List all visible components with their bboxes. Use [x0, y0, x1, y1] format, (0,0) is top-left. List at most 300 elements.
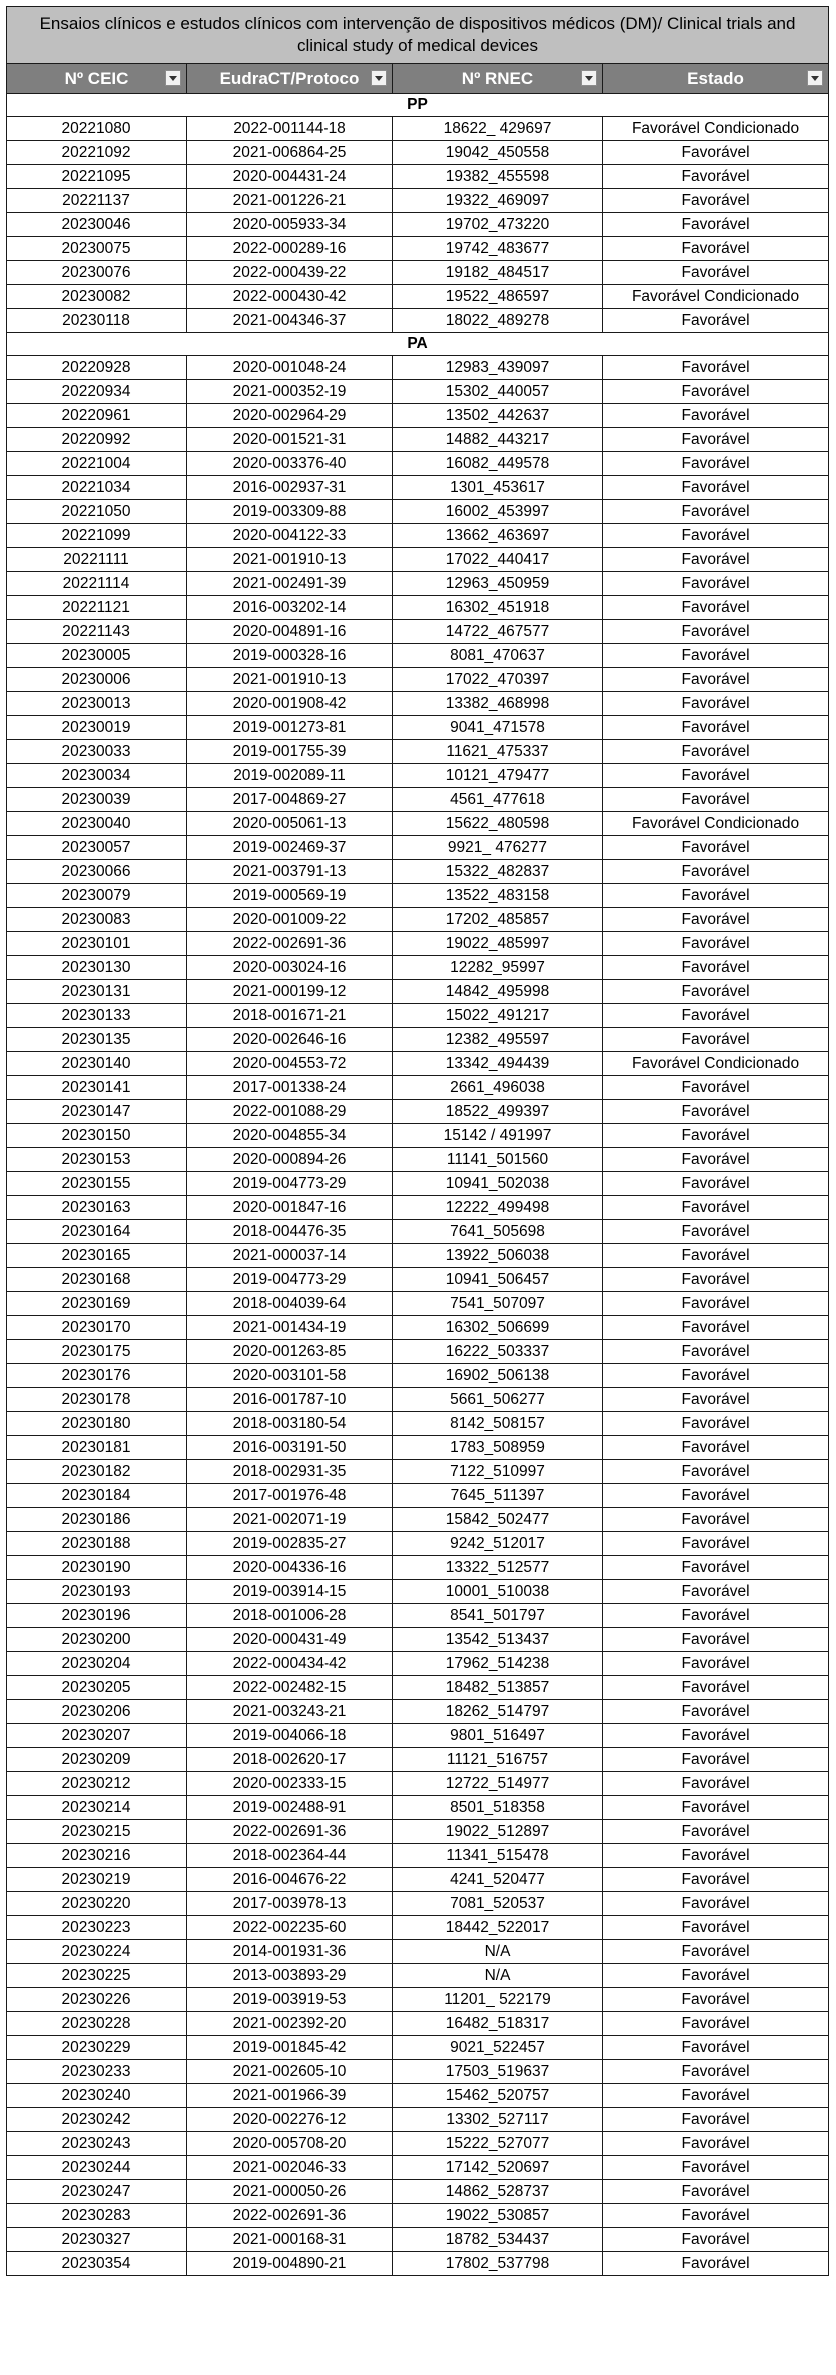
estado-cell: Favorável	[603, 356, 829, 380]
table-row	[7, 788, 829, 812]
estado-cell: Favorável	[603, 1964, 829, 1988]
eudract-cell: 2021-001910-13	[187, 548, 393, 572]
estado-cell: Favorável	[603, 500, 829, 524]
estado-cell: Favorável	[603, 237, 829, 261]
estado-cell: Favorável	[603, 1892, 829, 1916]
rnec-cell: 15622_480598	[393, 812, 603, 836]
table-row	[7, 980, 829, 1004]
rnec-cell: 15142 / 491997	[393, 1124, 603, 1148]
rnec-cell: 12963_450959	[393, 572, 603, 596]
eudract-cell: 2018-004476-35	[187, 1220, 393, 1244]
estado-cell: Favorável	[603, 1772, 829, 1796]
eudract-cell: 2020-004122-33	[187, 524, 393, 548]
rnec-cell: 8081_470637	[393, 644, 603, 668]
estado-cell: Favorável	[603, 1724, 829, 1748]
estado-cell: Favorável	[603, 788, 829, 812]
eudract-cell: 2016-004676-22	[187, 1868, 393, 1892]
table-row	[7, 356, 829, 380]
table-row	[7, 1244, 829, 1268]
eudract-cell: 2019-001273-81	[187, 716, 393, 740]
eudract-cell: 2019-004773-29	[187, 1268, 393, 1292]
rnec-cell: 18022_489278	[393, 309, 603, 333]
rnec-cell: 15842_502477	[393, 1508, 603, 1532]
estado-cell: Favorável	[603, 1100, 829, 1124]
estado-cell: Favorável	[603, 1004, 829, 1028]
estado-cell: Favorável	[603, 1532, 829, 1556]
table-row	[7, 884, 829, 908]
estado-cell: Favorável	[603, 1484, 829, 1508]
eudract-cell: 2020-001521-31	[187, 428, 393, 452]
table-row	[7, 1100, 829, 1124]
ceic-cell: 20230190	[7, 1556, 187, 1580]
rnec-cell: 18262_514797	[393, 1700, 603, 1724]
estado-cell: Favorável	[603, 1124, 829, 1148]
ceic-cell: 20221095	[7, 165, 187, 189]
table-row	[7, 141, 829, 165]
rnec-cell: 12983_439097	[393, 356, 603, 380]
eudract-cell: 2022-000439-22	[187, 261, 393, 285]
eudract-cell: 2021-000050-26	[187, 2180, 393, 2204]
table-row	[7, 596, 829, 620]
rnec-cell: 18482_513857	[393, 1676, 603, 1700]
column-header-estado	[603, 64, 829, 94]
eudract-cell: 2018-004039-64	[187, 1292, 393, 1316]
eudract-cell: 2019-000569-19	[187, 884, 393, 908]
ceic-cell: 20230057	[7, 836, 187, 860]
rnec-cell: 19322_469097	[393, 189, 603, 213]
rnec-cell: 4561_477618	[393, 788, 603, 812]
rnec-cell: 13662_463697	[393, 524, 603, 548]
eudract-cell: 2020-004891-16	[187, 620, 393, 644]
estado-cell: Favorável	[603, 1148, 829, 1172]
estado-cell: Favorável	[603, 860, 829, 884]
table-row	[7, 2132, 829, 2156]
ceic-cell: 20230150	[7, 1124, 187, 1148]
eudract-cell: 2014-001931-36	[187, 1940, 393, 1964]
table-row	[7, 1220, 829, 1244]
estado-cell: Favorável	[603, 1196, 829, 1220]
rnec-cell: 14842_495998	[393, 980, 603, 1004]
estado-cell: Favorável	[603, 1940, 829, 1964]
eudract-cell: 2020-003024-16	[187, 956, 393, 980]
ceic-cell: 20230082	[7, 285, 187, 309]
rnec-cell: 15322_482837	[393, 860, 603, 884]
rnec-cell: 13522_483158	[393, 884, 603, 908]
rnec-cell: 14882_443217	[393, 428, 603, 452]
rnec-cell: 7541_507097	[393, 1292, 603, 1316]
ceic-cell: 20230140	[7, 1052, 187, 1076]
ceic-cell: 20230247	[7, 2180, 187, 2204]
column-header-label: Nº RNEC	[461, 68, 534, 88]
eudract-cell: 2016-003191-50	[187, 1436, 393, 1460]
estado-cell: Favorável	[603, 1412, 829, 1436]
estado-cell: Favorável	[603, 1292, 829, 1316]
rnec-cell: 18522_499397	[393, 1100, 603, 1124]
rnec-cell: 19022_485997	[393, 932, 603, 956]
ceic-cell: 20230033	[7, 740, 187, 764]
eudract-cell: 2021-004346-37	[187, 309, 393, 333]
eudract-cell: 2019-004890-21	[187, 2252, 393, 2276]
rnec-cell: 12282_95997	[393, 956, 603, 980]
rnec-cell: 17503_519637	[393, 2060, 603, 2084]
table-row	[7, 1316, 829, 1340]
ceic-cell: 20230169	[7, 1292, 187, 1316]
ceic-cell: 20230200	[7, 1628, 187, 1652]
filter-dropdown-icon[interactable]	[581, 70, 597, 86]
table-row	[7, 1844, 829, 1868]
ceic-cell: 20230164	[7, 1220, 187, 1244]
ceic-cell: 20221099	[7, 524, 187, 548]
rnec-cell: 16002_453997	[393, 500, 603, 524]
table-row	[7, 2204, 829, 2228]
estado-cell: Favorável	[603, 165, 829, 189]
ceic-cell: 20230228	[7, 2012, 187, 2036]
table-row	[7, 1484, 829, 1508]
estado-cell: Favorável	[603, 189, 829, 213]
ceic-cell: 20230163	[7, 1196, 187, 1220]
ceic-cell: 20230207	[7, 1724, 187, 1748]
estado-cell: Favorável	[603, 716, 829, 740]
rnec-cell: 2661_496038	[393, 1076, 603, 1100]
estado-cell: Favorável	[603, 2060, 829, 2084]
rnec-cell: 4241_520477	[393, 1868, 603, 1892]
estado-cell: Favorável	[603, 2228, 829, 2252]
eudract-cell: 2020-004855-34	[187, 1124, 393, 1148]
eudract-cell: 2016-002937-31	[187, 476, 393, 500]
ceic-cell: 20230170	[7, 1316, 187, 1340]
table-row	[7, 812, 829, 836]
rnec-cell: 7081_520537	[393, 1892, 603, 1916]
eudract-cell: 2018-001006-28	[187, 1604, 393, 1628]
table-row	[7, 2060, 829, 2084]
ceic-cell: 20221050	[7, 500, 187, 524]
estado-cell: Favorável	[603, 692, 829, 716]
table-row	[7, 1652, 829, 1676]
table-row	[7, 165, 829, 189]
eudract-cell: 2022-001144-18	[187, 117, 393, 141]
table-row	[7, 572, 829, 596]
table-row	[7, 309, 829, 333]
ceic-cell: 20230196	[7, 1604, 187, 1628]
ceic-cell: 20230212	[7, 1772, 187, 1796]
rnec-cell: 9801_516497	[393, 1724, 603, 1748]
rnec-cell: 17202_485857	[393, 908, 603, 932]
eudract-cell: 2020-003376-40	[187, 452, 393, 476]
rnec-cell: 19182_484517	[393, 261, 603, 285]
table-row	[7, 836, 829, 860]
table-row	[7, 1412, 829, 1436]
estado-cell: Favorável	[603, 428, 829, 452]
eudract-cell: 2019-002488-91	[187, 1796, 393, 1820]
rnec-cell: 16222_503337	[393, 1340, 603, 1364]
ceic-cell: 20230079	[7, 884, 187, 908]
table-row	[7, 2012, 829, 2036]
rnec-cell: 11201_ 522179	[393, 1988, 603, 2012]
rnec-cell: 11341_515478	[393, 1844, 603, 1868]
table-row	[7, 213, 829, 237]
eudract-cell: 2022-000434-42	[187, 1652, 393, 1676]
ceic-cell: 20230135	[7, 1028, 187, 1052]
table-row	[7, 1172, 829, 1196]
ceic-cell: 20230131	[7, 980, 187, 1004]
rnec-cell: 13542_513437	[393, 1628, 603, 1652]
table-row	[7, 1748, 829, 1772]
rnec-cell: 12222_499498	[393, 1196, 603, 1220]
ceic-cell: 20221004	[7, 452, 187, 476]
rnec-cell: 13322_512577	[393, 1556, 603, 1580]
eudract-cell: 2020-004553-72	[187, 1052, 393, 1076]
ceic-cell: 20230101	[7, 932, 187, 956]
table-row	[7, 1724, 829, 1748]
eudract-cell: 2020-004431-24	[187, 165, 393, 189]
ceic-cell: 20230034	[7, 764, 187, 788]
estado-cell: Favorável	[603, 1652, 829, 1676]
rnec-cell: 8142_508157	[393, 1412, 603, 1436]
ceic-cell: 20230224	[7, 1940, 187, 1964]
eudract-cell: 2020-005708-20	[187, 2132, 393, 2156]
rnec-cell: 14862_528737	[393, 2180, 603, 2204]
estado-cell: Favorável	[603, 2012, 829, 2036]
estado-cell: Favorável	[603, 980, 829, 1004]
table-row	[7, 237, 829, 261]
ceic-cell: 20230147	[7, 1100, 187, 1124]
estado-cell: Favorável	[603, 1820, 829, 1844]
ceic-cell: 20221114	[7, 572, 187, 596]
table-row	[7, 860, 829, 884]
estado-cell: Favorável	[603, 2132, 829, 2156]
ceic-cell: 20230240	[7, 2084, 187, 2108]
table-row	[7, 1460, 829, 1484]
section-header-row	[7, 94, 829, 117]
estado-cell: Favorável	[603, 524, 829, 548]
eudract-cell: 2019-002089-11	[187, 764, 393, 788]
ceic-cell: 20230180	[7, 1412, 187, 1436]
estado-cell: Favorável	[603, 1028, 829, 1052]
ceic-cell: 20230130	[7, 956, 187, 980]
rnec-cell: 10941_506457	[393, 1268, 603, 1292]
eudract-cell: 2021-002071-19	[187, 1508, 393, 1532]
estado-cell: Favorável	[603, 1220, 829, 1244]
spreadsheet-table	[6, 6, 828, 2276]
rnec-cell: 8501_518358	[393, 1796, 603, 1820]
eudract-cell: 2018-002931-35	[187, 1460, 393, 1484]
ceic-cell: 20230223	[7, 1916, 187, 1940]
section-header-row	[7, 333, 829, 356]
eudract-cell: 2021-000199-12	[187, 980, 393, 1004]
estado-cell: Favorável	[603, 380, 829, 404]
table-row	[7, 1124, 829, 1148]
ceic-cell: 20230229	[7, 2036, 187, 2060]
rnec-cell: 9021_522457	[393, 2036, 603, 2060]
eudract-cell: 2021-002392-20	[187, 2012, 393, 2036]
table-row	[7, 1340, 829, 1364]
rnec-cell: 10121_479477	[393, 764, 603, 788]
section-label: PP	[7, 94, 829, 117]
rnec-cell: 17962_514238	[393, 1652, 603, 1676]
section-label: PA	[7, 333, 829, 356]
estado-cell: Favorável	[603, 1580, 829, 1604]
rnec-cell: 8541_501797	[393, 1604, 603, 1628]
ceic-cell: 20230225	[7, 1964, 187, 1988]
table-row	[7, 1580, 829, 1604]
filter-dropdown-icon[interactable]	[165, 70, 181, 86]
table-row	[7, 1700, 829, 1724]
rnec-cell: 15302_440057	[393, 380, 603, 404]
filter-dropdown-icon[interactable]	[371, 70, 387, 86]
estado-cell: Favorável	[603, 1556, 829, 1580]
eudract-cell: 2017-004869-27	[187, 788, 393, 812]
ceic-cell: 20220928	[7, 356, 187, 380]
estado-cell: Favorável	[603, 476, 829, 500]
table-row	[7, 1916, 829, 1940]
estado-cell: Favorável	[603, 836, 829, 860]
table-body	[7, 94, 829, 2276]
ceic-cell: 20230188	[7, 1532, 187, 1556]
table-row	[7, 1364, 829, 1388]
rnec-cell: 16482_518317	[393, 2012, 603, 2036]
ceic-cell: 20230182	[7, 1460, 187, 1484]
eudract-cell: 2020-001847-16	[187, 1196, 393, 1220]
estado-cell: Favorável	[603, 1844, 829, 1868]
estado-cell: Favorável	[603, 1796, 829, 1820]
estado-cell: Favorável	[603, 884, 829, 908]
eudract-cell: 2017-001976-48	[187, 1484, 393, 1508]
estado-cell: Favorável Condicionado	[603, 285, 829, 309]
table-row	[7, 1988, 829, 2012]
eudract-cell: 2020-001908-42	[187, 692, 393, 716]
ceic-cell: 20221143	[7, 620, 187, 644]
table-row	[7, 1388, 829, 1412]
rnec-cell: 15022_491217	[393, 1004, 603, 1028]
eudract-cell: 2020-001048-24	[187, 356, 393, 380]
ceic-cell: 20230244	[7, 2156, 187, 2180]
table-row	[7, 1436, 829, 1460]
rnec-cell: 13502_442637	[393, 404, 603, 428]
rnec-cell: 18622_ 429697	[393, 117, 603, 141]
table-row	[7, 1676, 829, 1700]
estado-cell: Favorável Condicionado	[603, 117, 829, 141]
ceic-cell: 20230066	[7, 860, 187, 884]
ceic-cell: 20230133	[7, 1004, 187, 1028]
ceic-cell: 20230178	[7, 1388, 187, 1412]
rnec-cell: 17022_440417	[393, 548, 603, 572]
eudract-cell: 2020-001263-85	[187, 1340, 393, 1364]
estado-cell: Favorável Condicionado	[603, 1052, 829, 1076]
rnec-cell: 12722_514977	[393, 1772, 603, 1796]
eudract-cell: 2019-001755-39	[187, 740, 393, 764]
eudract-cell: 2020-002276-12	[187, 2108, 393, 2132]
eudract-cell: 2021-006864-25	[187, 141, 393, 165]
eudract-cell: 2018-002364-44	[187, 1844, 393, 1868]
ceic-cell: 20221137	[7, 189, 187, 213]
ceic-cell: 20230193	[7, 1580, 187, 1604]
column-header-eudract	[187, 64, 393, 94]
table-row	[7, 716, 829, 740]
ceic-cell: 20230168	[7, 1268, 187, 1292]
eudract-cell: 2017-003978-13	[187, 1892, 393, 1916]
estado-cell: Favorável	[603, 740, 829, 764]
table-row	[7, 1868, 829, 1892]
ceic-cell: 20230219	[7, 1868, 187, 1892]
estado-cell: Favorável	[603, 764, 829, 788]
eudract-cell: 2022-000430-42	[187, 285, 393, 309]
table-row	[7, 2228, 829, 2252]
estado-cell: Favorável	[603, 1460, 829, 1484]
eudract-cell: 2021-000352-19	[187, 380, 393, 404]
ceic-cell: 20221092	[7, 141, 187, 165]
table-row	[7, 908, 829, 932]
eudract-cell: 2020-005061-13	[187, 812, 393, 836]
eudract-cell: 2020-002964-29	[187, 404, 393, 428]
ceic-cell: 20221034	[7, 476, 187, 500]
rnec-cell: 5661_506277	[393, 1388, 603, 1412]
rnec-cell: 13342_494439	[393, 1052, 603, 1076]
eudract-cell: 2021-003243-21	[187, 1700, 393, 1724]
rnec-cell: 7122_510997	[393, 1460, 603, 1484]
table-row	[7, 380, 829, 404]
eudract-cell: 2021-001226-21	[187, 189, 393, 213]
rnec-cell: 1301_453617	[393, 476, 603, 500]
rnec-cell: 19522_486597	[393, 285, 603, 309]
rnec-cell: 12382_495597	[393, 1028, 603, 1052]
table-row	[7, 1292, 829, 1316]
table-row	[7, 189, 829, 213]
estado-cell: Favorável	[603, 932, 829, 956]
estado-cell: Favorável	[603, 141, 829, 165]
ceic-cell: 20220961	[7, 404, 187, 428]
table-row	[7, 1268, 829, 1292]
eudract-cell: 2021-002605-10	[187, 2060, 393, 2084]
eudract-cell: 2020-000894-26	[187, 1148, 393, 1172]
eudract-cell: 2019-003309-88	[187, 500, 393, 524]
ceic-cell: 20230175	[7, 1340, 187, 1364]
estado-cell: Favorável	[603, 1700, 829, 1724]
eudract-cell: 2020-001009-22	[187, 908, 393, 932]
table-row	[7, 285, 829, 309]
table-row	[7, 1052, 829, 1076]
table-row	[7, 1604, 829, 1628]
ceic-cell: 20230013	[7, 692, 187, 716]
ceic-cell: 20230283	[7, 2204, 187, 2228]
estado-cell: Favorável	[603, 309, 829, 333]
table-row	[7, 1076, 829, 1100]
ceic-cell: 20230083	[7, 908, 187, 932]
estado-cell: Favorável	[603, 2108, 829, 2132]
rnec-cell: 7645_511397	[393, 1484, 603, 1508]
table-row	[7, 2180, 829, 2204]
estado-cell: Favorável	[603, 1244, 829, 1268]
table-row	[7, 2156, 829, 2180]
table-row	[7, 404, 829, 428]
column-header-label: Nº CEIC	[64, 68, 129, 88]
table-row	[7, 1772, 829, 1796]
ceic-cell: 20230141	[7, 1076, 187, 1100]
ceic-cell: 20230206	[7, 1700, 187, 1724]
table-row	[7, 1820, 829, 1844]
ceic-cell: 20221121	[7, 596, 187, 620]
rnec-cell: 11621_475337	[393, 740, 603, 764]
eudract-cell: 2018-002620-17	[187, 1748, 393, 1772]
eudract-cell: 2020-004336-16	[187, 1556, 393, 1580]
eudract-cell: 2021-003791-13	[187, 860, 393, 884]
rnec-cell: 16302_451918	[393, 596, 603, 620]
ceic-cell: 20221080	[7, 117, 187, 141]
eudract-cell: 2016-001787-10	[187, 1388, 393, 1412]
ceic-cell: 20230181	[7, 1436, 187, 1460]
estado-cell: Favorável	[603, 213, 829, 237]
filter-dropdown-icon[interactable]	[807, 70, 823, 86]
rnec-cell: N/A	[393, 1964, 603, 1988]
